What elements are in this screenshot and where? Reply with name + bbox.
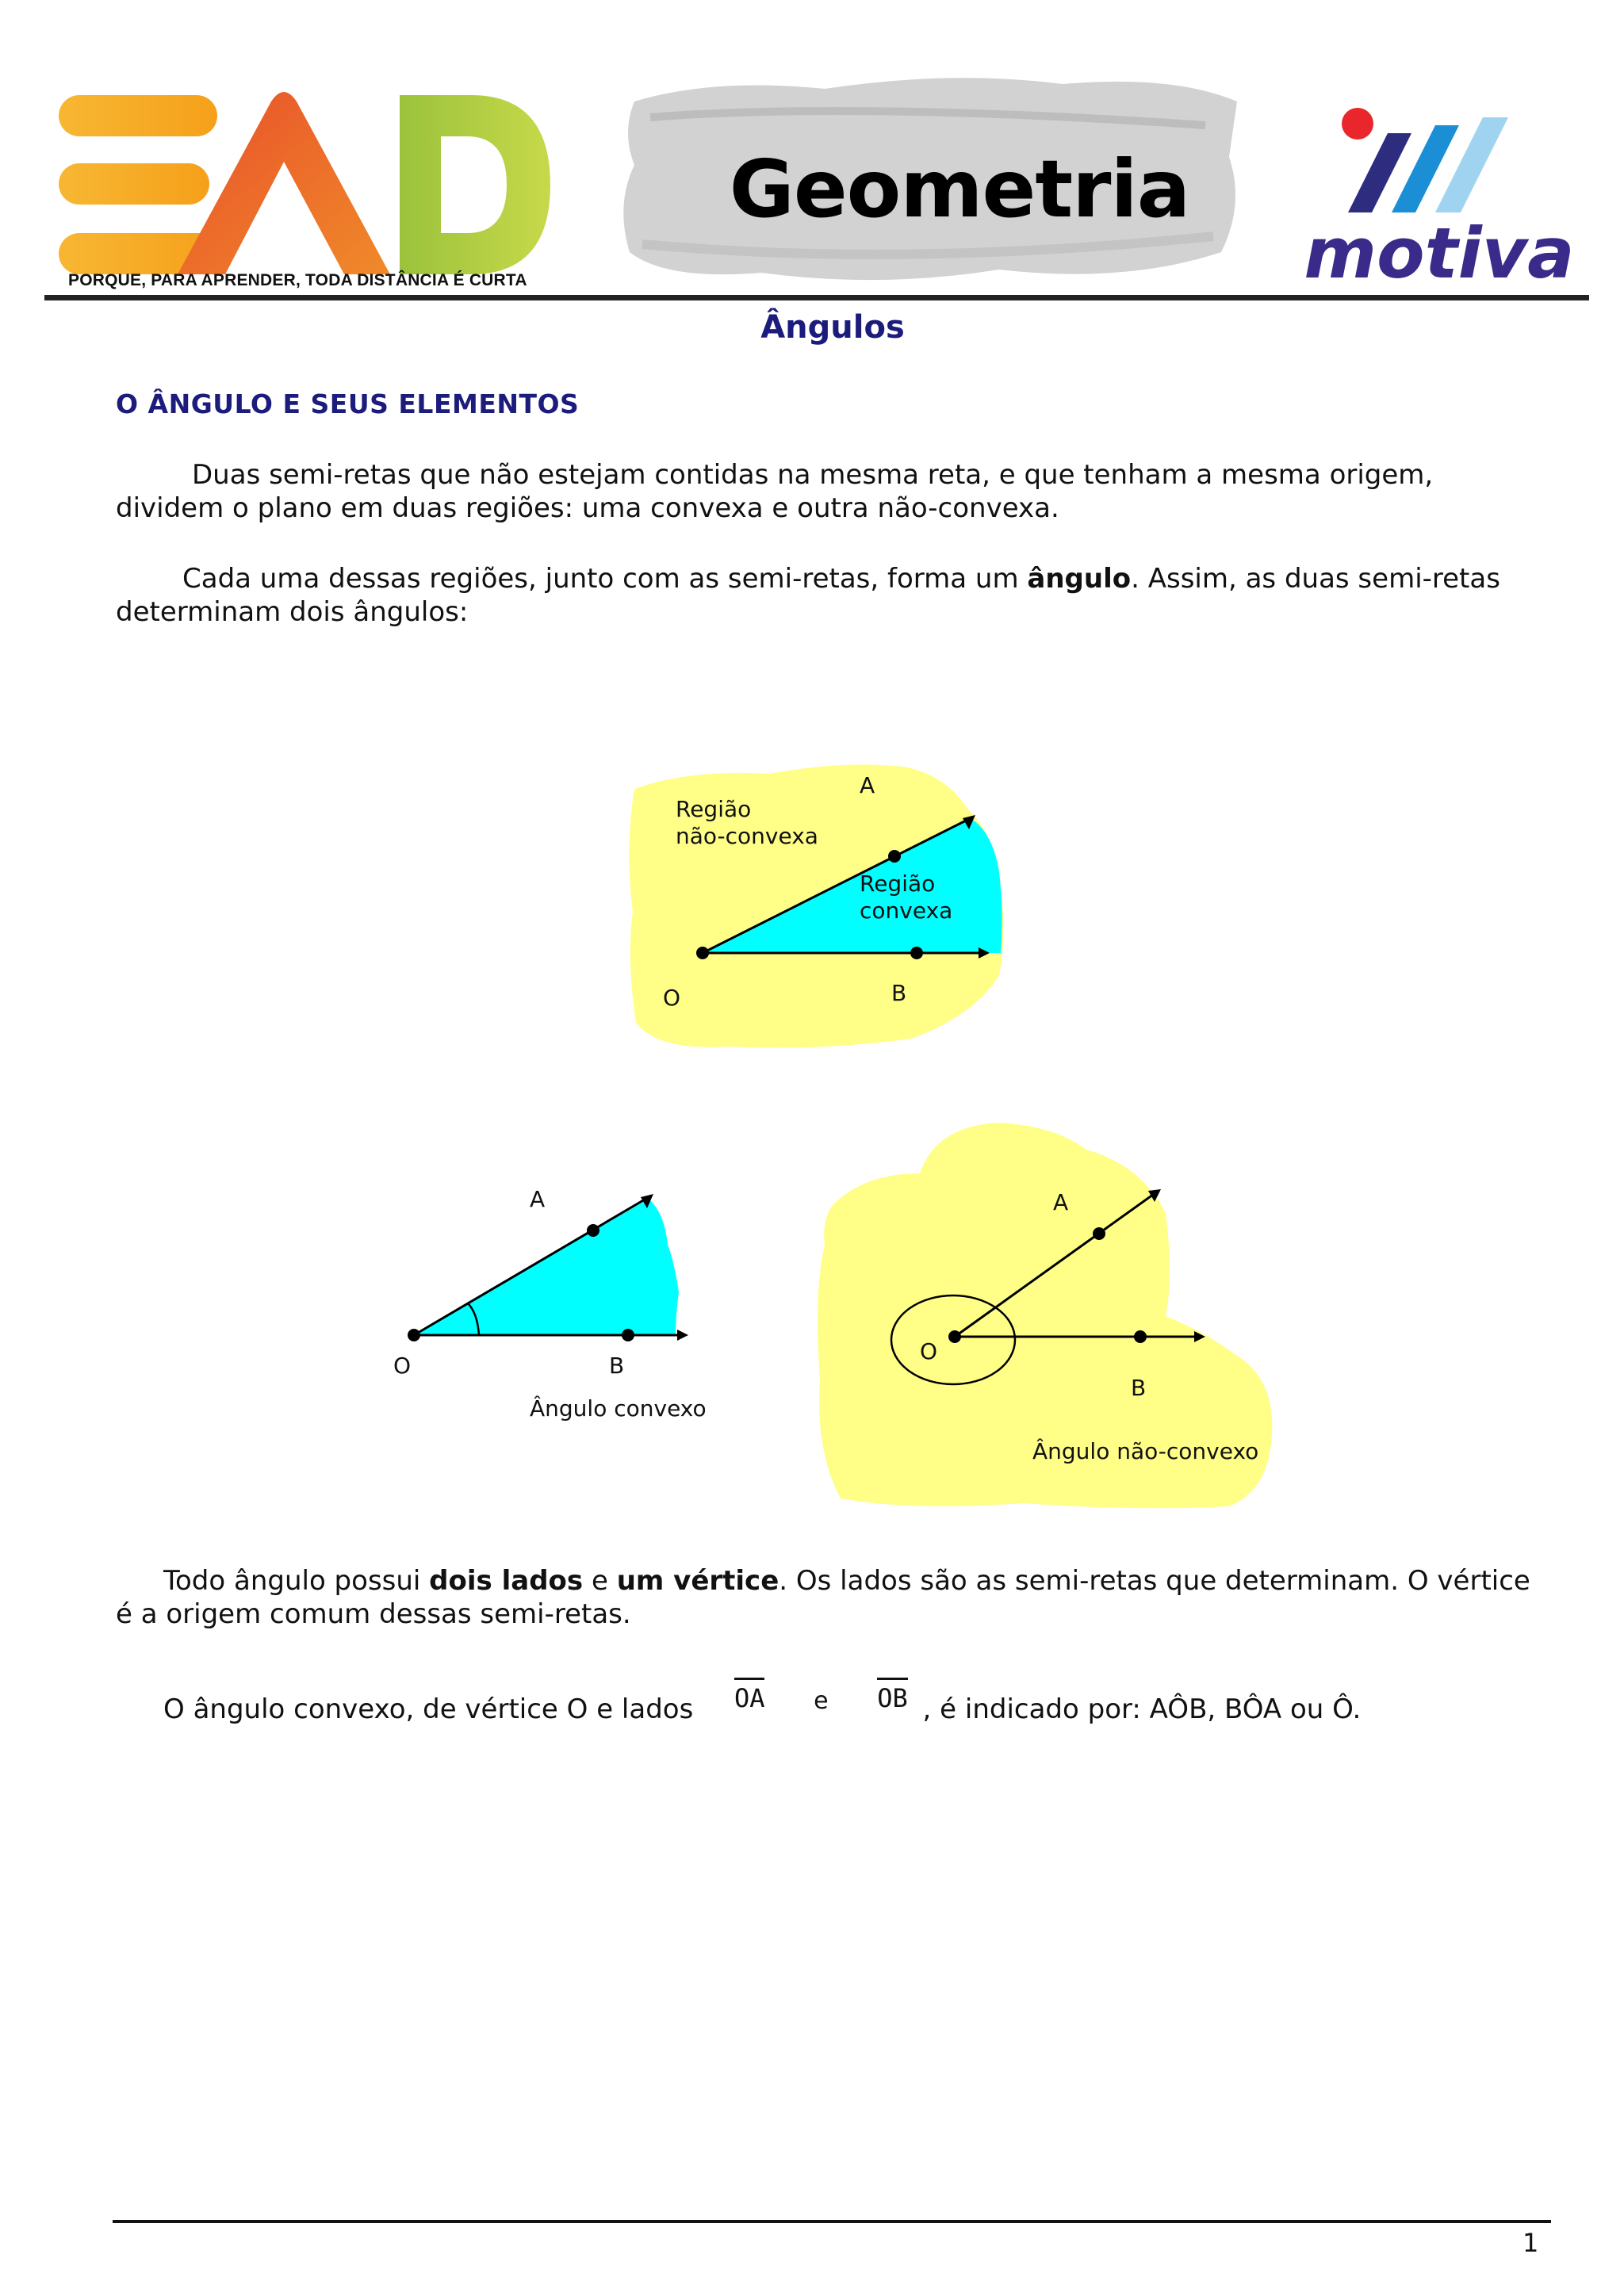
label-region-nonconvex-1: Região	[676, 796, 752, 822]
paragraph-definition-text: Duas semi-retas que não estejam contidas na mesma reta, e que tenham a mesma origem, dividem o plano em duas regiões: uma convexa e outra não-convexa.	[116, 459, 1434, 524]
header-divider	[44, 295, 1589, 300]
p4-before: O ângulo convexo, de vértice O e lados	[163, 1693, 694, 1725]
point-A	[888, 850, 901, 863]
label-A: A	[530, 1186, 546, 1212]
point-O	[408, 1329, 420, 1341]
point-B	[622, 1329, 634, 1341]
ray-OA: OA	[734, 1678, 765, 1715]
label-region-nonconvex-2: não-convexa	[676, 823, 818, 849]
figure-regions	[626, 753, 1007, 1054]
figure-convex-angle	[381, 1165, 714, 1435]
point-O	[948, 1330, 961, 1343]
figure-nonconvex-angle	[817, 1118, 1285, 1514]
paragraph-angle-after: . Assim, as duas semi-retas determinam dois ângulos:	[116, 563, 1500, 628]
section-heading: O ÂNGULO E SEUS ELEMENTOS	[116, 388, 580, 419]
label-B: B	[891, 980, 907, 1006]
page-number: 1	[1522, 2228, 1539, 2258]
caption-nonconvex: Ângulo não-convexo	[1032, 1438, 1259, 1464]
label-region-convex-1: Região	[860, 871, 936, 897]
page-title: Ângulos	[760, 309, 905, 346]
footer-divider	[113, 2220, 1551, 2223]
label-O: O	[663, 985, 681, 1011]
label-region-convex-2: convexa	[860, 897, 953, 924]
p4-after: , é indicado por: AÔB, BÔA ou Ô.	[922, 1693, 1362, 1725]
paragraph-definition	[116, 458, 1543, 525]
ray-OB: OB	[877, 1678, 908, 1715]
point-B	[910, 947, 923, 959]
caption-convex: Ângulo convexo	[530, 1395, 707, 1422]
point-A	[1093, 1227, 1105, 1240]
motiva-logo	[1300, 101, 1578, 292]
point-A	[587, 1224, 599, 1237]
label-A: A	[1053, 1189, 1069, 1215]
paragraph-notation	[163, 1683, 1559, 1728]
paragraph-angle	[116, 562, 1543, 629]
p3-before: Todo ângulo possui	[163, 1565, 430, 1597]
paragraph-sides-vertex	[116, 1564, 1543, 1631]
ead-logo	[59, 86, 566, 300]
point-O	[696, 947, 709, 959]
label-O: O	[393, 1353, 412, 1379]
logo-tagline: PORQUE, PARA APRENDER, TODA DISTÂNCIA É CURTA	[68, 271, 527, 289]
ray-connector: e	[814, 1687, 829, 1715]
term-dois-lados: dois lados	[429, 1565, 584, 1597]
label-A: A	[860, 772, 875, 798]
label-O: O	[920, 1338, 938, 1364]
label-B: B	[1131, 1375, 1147, 1401]
convex-fill	[414, 1199, 679, 1335]
term-um-vertice: um vértice	[616, 1565, 779, 1597]
label-B: B	[609, 1353, 625, 1379]
p3-middle: e	[583, 1565, 617, 1597]
paragraph-angle-before: Cada uma dessas regiões, junto com as semi-retas, forma um	[182, 563, 1028, 595]
motiva-wordmark: motiva	[1304, 212, 1575, 292]
subject-title: Geometria	[729, 143, 1190, 235]
p3-after: . Os lados são as semi-retas que determinam. O vértice é a origem comum dessas semi-retas.	[116, 1565, 1530, 1630]
term-angulo: ângulo	[1027, 563, 1132, 595]
point-B	[1134, 1330, 1147, 1343]
